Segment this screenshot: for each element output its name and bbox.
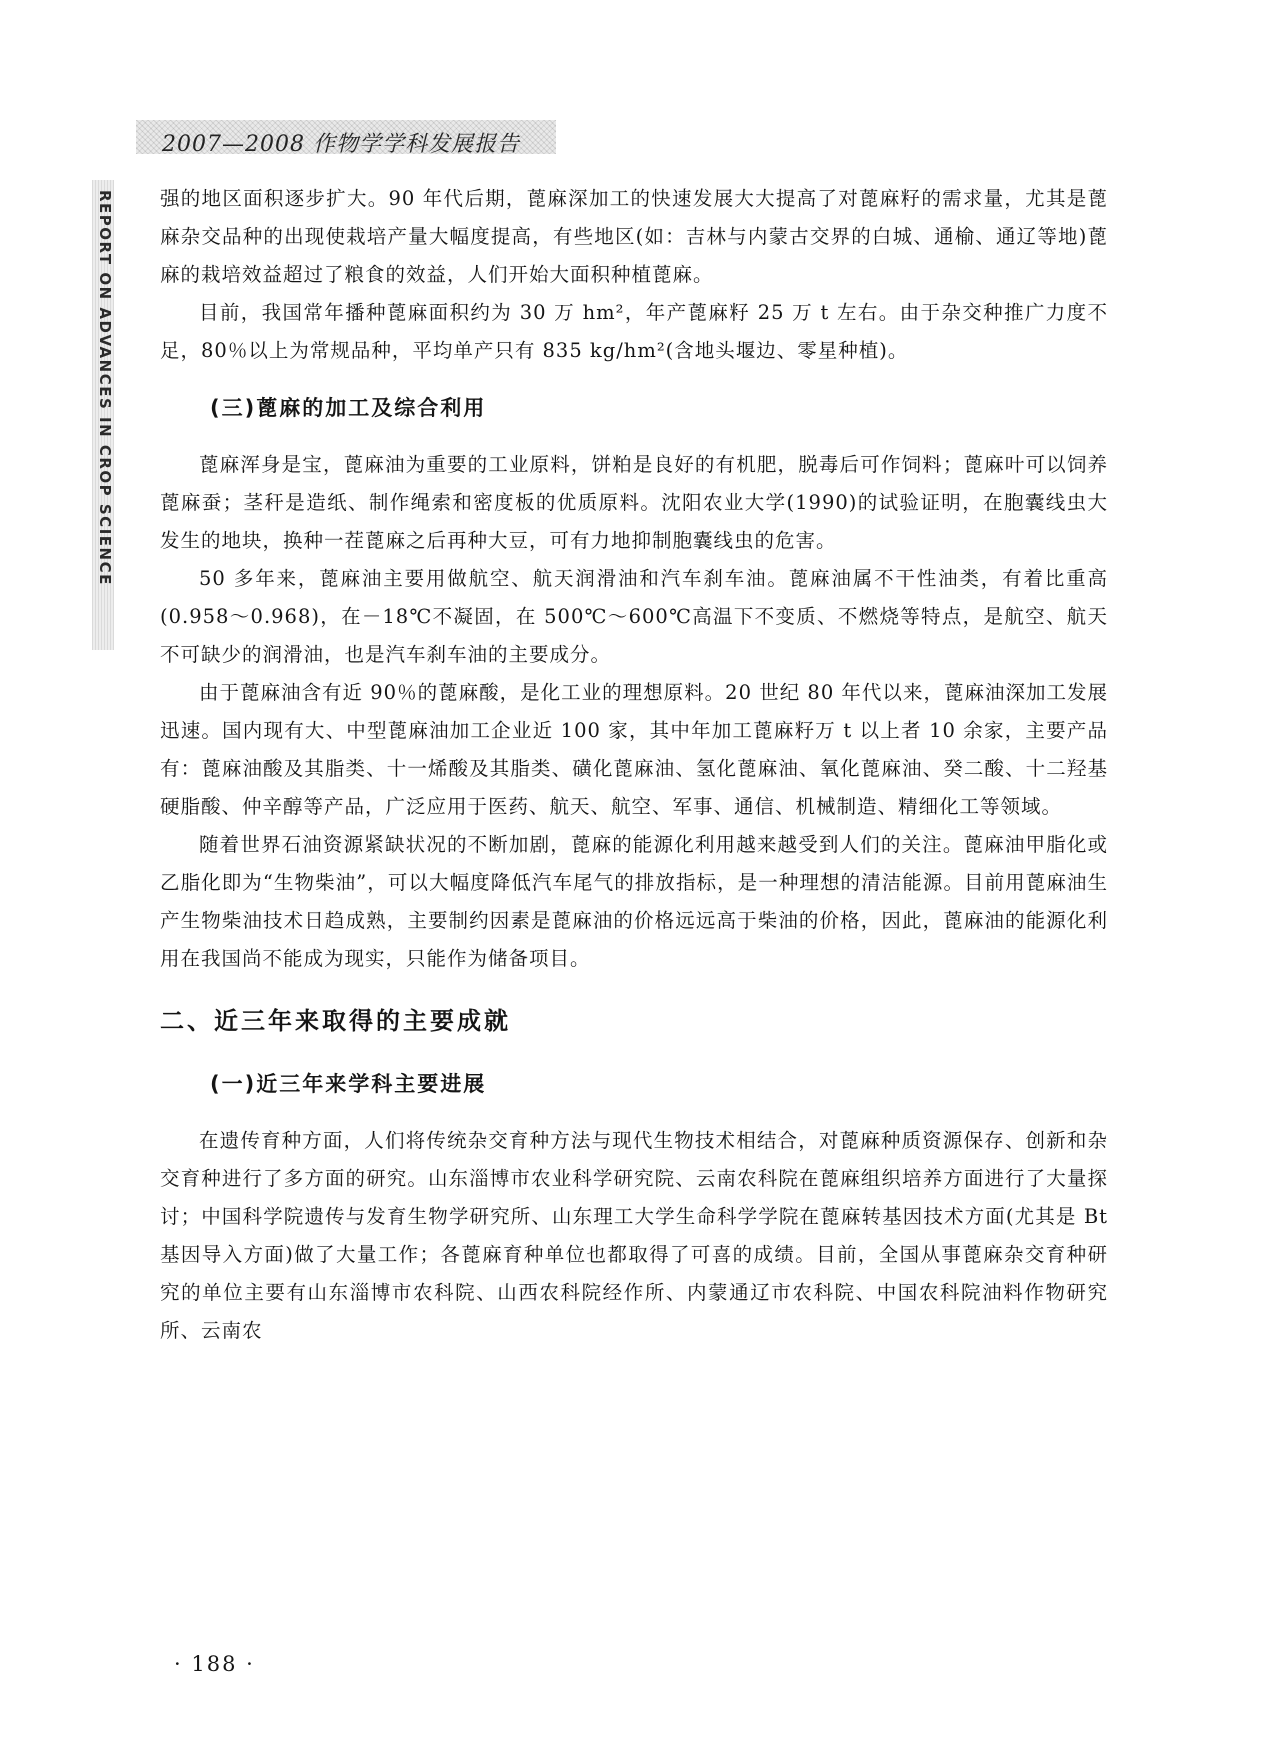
paragraph-3: 蓖麻浑身是宝，蓖麻油为重要的工业原料，饼粕是良好的有机肥，脱毒后可作饲料；蓖麻叶可以饲养蓖麻蚕；茎秆是造纸、制作绳索和密度板的优质原料。沈阳农业大学(1990)的试验证明，在胞囊线虫大发生的地块，换种一茬蓖麻之后再种大豆，可有力地抑制胞囊线虫的危害。: [160, 453, 1108, 552]
paragraph-1: 强的地区面积逐步扩大。90 年代后期，蓖麻深加工的快速发展大大提高了对蓖麻籽的需求量，尤其是蓖麻杂交品种的出现使栽培产量大幅度提高，有些地区(如：吉林与内蒙古交界的白城、通榆、通辽等地)蓖麻的栽培效益超过了粮食的效益，人们开始大面积种植蓖麻。: [160, 187, 1108, 286]
paragraph-4: 50 多年来，蓖麻油主要用做航空、航天润滑油和汽车刹车油。蓖麻油属不干性油类，有着比重高(0.958～0.968)，在－18℃不凝固，在 500℃～600℃高温下不变质、不燃烧等特点，是航空、航天不可缺少的润滑油，也是汽车刹车油的主要成分。: [160, 567, 1108, 666]
paragraph-5: 由于蓖麻油含有近 90％的蓖麻酸，是化工业的理想原料。20 世纪 80 年代以来，蓖麻油深加工发展迅速。国内现有大、中型蓖麻油加工企业近 100 家，其中年加工蓖麻籽万 t 以上者 10 余家，主要产品有：蓖麻油酸及其脂类、十一烯酸及其脂类、磺化蓖麻油、氢化蓖麻油、氧化蓖麻油、癸二酸、十二羟基硬脂酸、仲辛醇等产品，广泛应用于医药、航天、航空、军事、通信、机械制造、精细化工等领域。: [160, 681, 1108, 818]
running-header: [136, 120, 556, 157]
page-body: [160, 180, 1108, 1350]
paragraph-6: 随着世界石油资源紧缺状况的不断加剧，蓖麻的能源化利用越来越受到人们的关注。蓖麻油甲脂化或乙脂化即为“生物柴油”，可以大幅度降低汽车尾气的排放指标，是一种理想的清洁能源。目前用蓖麻油生产生物柴油技术日趋成熟，主要制约因素是蓖麻油的价格远远高于柴油的价格，因此，蓖麻油的能源化利用在我国尚不能成为现实，只能作为储备项目。: [160, 833, 1108, 970]
side-vertical-text: REPORT ON ADVANCES IN CROP SCIENCE: [96, 190, 114, 586]
page-number: · 188 ·: [174, 1652, 255, 1676]
paragraph-7: 在遗传育种方面，人们将传统杂交育种方法与现代生物技术相结合，对蓖麻种质资源保存、创新和杂交育种进行了多方面的研究。山东淄博市农业科学研究院、云南农科院在蓖麻组织培养方面进行了大量探讨；中国科学院遗传与发育生物学研究所、山东理工大学生命科学学院在蓖麻转基因技术方面(尤其是 Bt 基因导入方面)做了大量工作；各蓖麻育种单位也都取得了可喜的成绩。目前，全国从事蓖麻杂交育种研究的单位主要有山东淄博市农科院、山西农科院经作所、内蒙通辽市农科院、中国农科院油料作物研究所、云南农: [160, 1129, 1108, 1342]
chapter-heading-2: 二、近三年来取得的主要成就: [160, 1007, 511, 1035]
section-heading-1: (一)近三年来学科主要进展: [210, 1072, 487, 1096]
paragraph-2: 目前，我国常年播种蓖麻面积约为 30 万 hm²，年产蓖麻籽 25 万 t 左右。由于杂交种推广力度不足，80％以上为常规品种，平均单产只有 835 kg/hm²(含地头堰边、零星种植)。: [160, 301, 1109, 362]
running-title: 2007—2008 作物学学科发展报告: [162, 132, 520, 157]
section-heading-3: (三)蓖麻的加工及综合利用: [210, 396, 487, 420]
